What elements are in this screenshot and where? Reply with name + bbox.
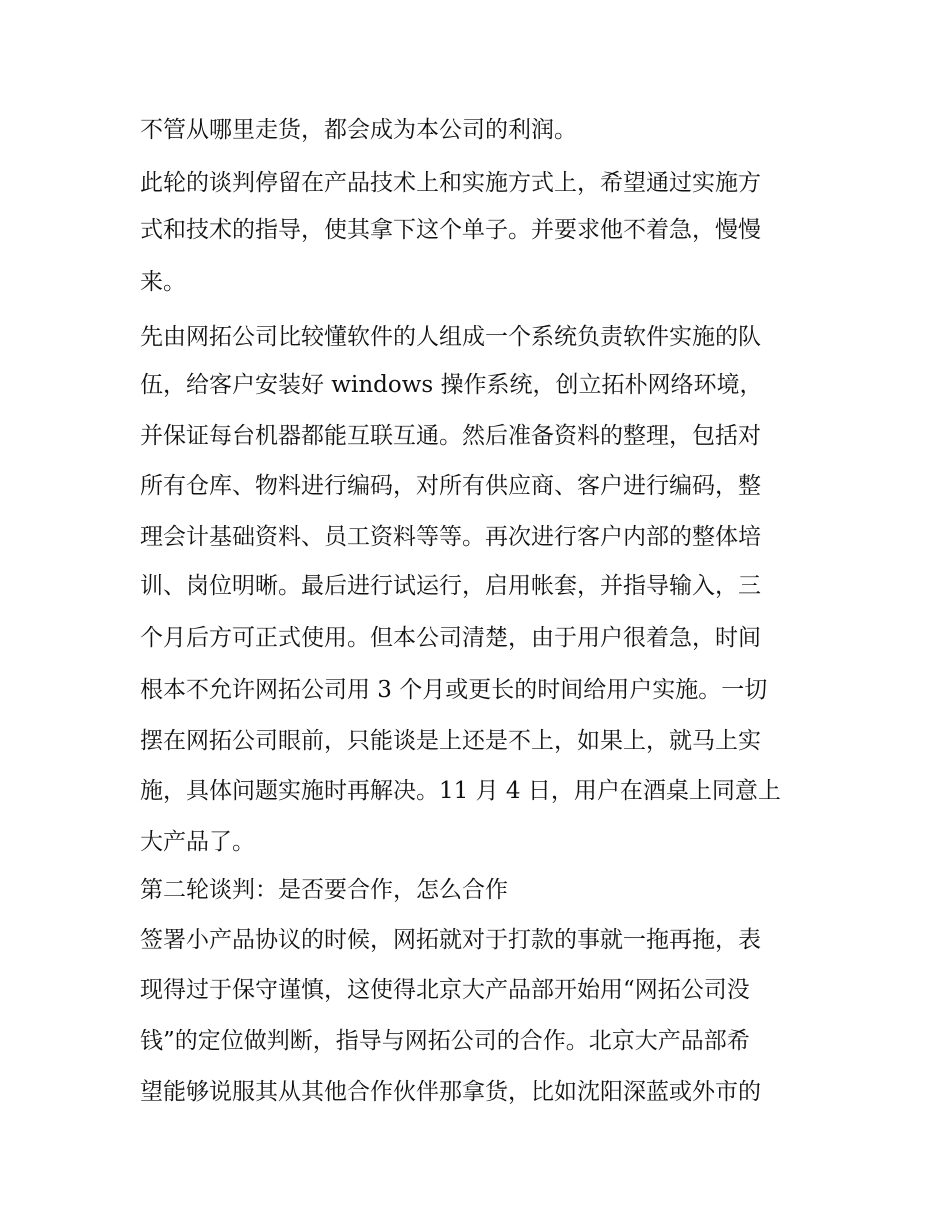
- text-line: 签署小产品协议的时候，网拓就对于打款的事就一拖再拖，表: [140, 927, 761, 953]
- text-line: 所有仓库、物料进行编码，对所有供应商、客户进行编码，整: [140, 473, 761, 499]
- text-line: 望能够说服其从其他合作伙伴那拿货，比如沈阳深蓝或外市的: [140, 1079, 761, 1105]
- text-line: 并保证每台机器都能互联互通。然后准备资料的整理，包括对: [140, 423, 761, 449]
- text-line: 根本不允许网拓公司用 3 个月或更长的时间给用户实施。一切: [140, 677, 768, 703]
- text-line: 来。: [140, 269, 186, 295]
- text-line: 大产品了。: [140, 829, 255, 855]
- text-line: 先由网拓公司比较懂软件的人组成一个系统负责软件实施的队: [140, 324, 761, 350]
- text-line: 钱”的定位做判断，指导与网拓公司的合作。北京大产品部希: [140, 1028, 750, 1054]
- text-line: 现得过于保守谨慎，这使得北京大产品部开始用“网拓公司没: [140, 977, 750, 1003]
- text-line: 施，具体问题实施时再解决。11 月 4 日，用户在酒桌上同意上: [140, 778, 781, 804]
- text-line: 个月后方可正式使用。但本公司清楚，由于用户很着急，时间: [140, 625, 761, 651]
- text-line: 理会计基础资料、员工资料等等。再次进行客户内部的整体培: [140, 524, 761, 550]
- text-line: 式和技术的指导，使其拿下这个单子。并要求他不着急，慢慢: [140, 217, 761, 243]
- text-line: 不管从哪里走货，都会成为本公司的利润。: [140, 117, 577, 143]
- text-line: 摆在网拓公司眼前，只能谈是上还是不上，如果上，就马上实: [140, 728, 761, 754]
- text-line: 训、岗位明晰。最后进行试运行，启用帐套，并指导输入，三: [140, 573, 761, 599]
- text-line: 此轮的谈判停留在产品技术上和实施方式上，希望通过实施方: [140, 170, 761, 196]
- section-heading: 第二轮谈判：是否要合作，怎么合作: [140, 877, 508, 903]
- text-line: 伍，给客户安装好 windows 操作系统，创立拓朴网络环境，: [140, 372, 763, 398]
